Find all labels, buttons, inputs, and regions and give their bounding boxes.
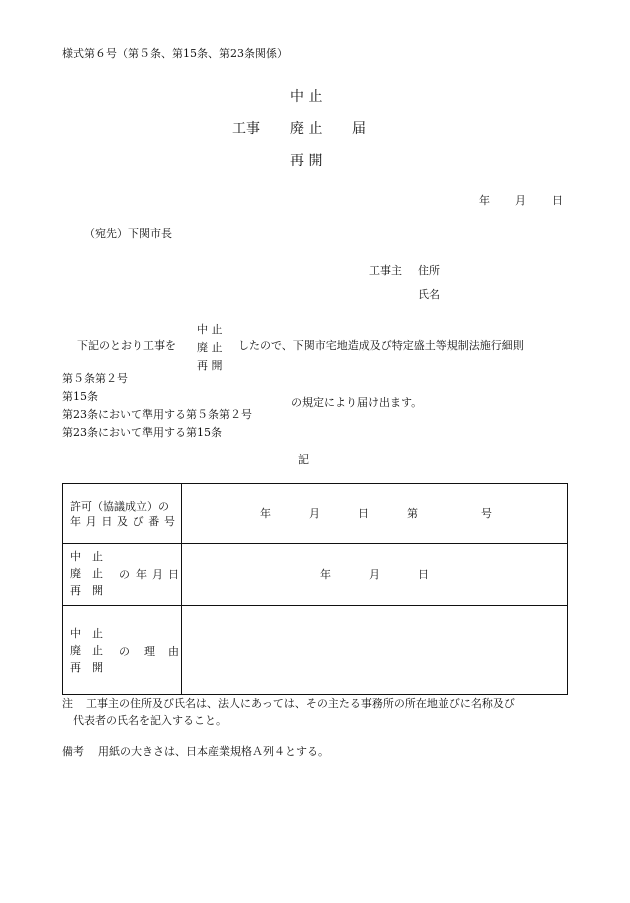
row1-month: 月	[309, 507, 320, 520]
row2-label-cell	[63, 544, 182, 606]
row3-suffix-char: の	[119, 645, 130, 658]
table-row	[63, 484, 568, 544]
row3-suffix-char: 由	[168, 645, 179, 658]
row1-label-char: 月	[85, 514, 97, 528]
row1-label-char: 号	[163, 514, 175, 528]
article-item: 第５条第２号	[62, 372, 128, 385]
row1-label-char: 年	[70, 514, 81, 528]
notification-table	[62, 483, 568, 695]
addressee: （宛先）下関市長	[84, 227, 172, 240]
article-item: 第23条において準用する第５条第２号	[62, 408, 252, 421]
title-option-resume: 再 開	[290, 153, 323, 169]
row3-value-cell[interactable]	[182, 606, 568, 695]
row2-option-stop: 中 止	[70, 550, 103, 563]
row2-month: 月	[369, 568, 380, 581]
body-option-abolish: 廃 止	[197, 341, 223, 354]
row3-label-cell	[63, 606, 182, 695]
note-text-line2: 代表者の氏名を記入すること。	[73, 714, 227, 727]
note-text-line1: 工事主の住所及び氏名は、法人にあっては、その主たる事務所の所在地並びに名称及び	[86, 697, 515, 710]
row3-reason-value	[182, 606, 567, 694]
row2-suffix-char: 日	[168, 568, 179, 581]
title-option-abolish: 廃 止	[290, 121, 323, 137]
applicant-name-label: 氏名	[418, 288, 440, 301]
remark-text: 用紙の大きさは、日本産業規格Ａ列４とする。	[98, 745, 329, 758]
row1-day: 日	[358, 507, 369, 520]
row2-suffix-char: の	[119, 568, 130, 581]
body-option-resume: 再 開	[197, 359, 223, 372]
title-suffix: 届	[352, 121, 366, 137]
remark-label: 備考	[62, 745, 84, 758]
row3-option-stop: 中 止	[70, 627, 103, 640]
row3-suffix-char: 理	[144, 645, 155, 658]
row1-label-cell	[63, 484, 182, 544]
title-prefix: 工事	[232, 121, 260, 137]
date-year-label: 年	[479, 194, 490, 207]
ki-label: 記	[298, 453, 309, 466]
body-option-stop: 中 止	[197, 323, 223, 336]
row1-value-cell[interactable]	[182, 484, 568, 544]
article-item: 第23条において準用する第15条	[62, 426, 222, 439]
form-number: 様式第６号（第５条、第15条、第23条関係）	[62, 47, 288, 60]
row2-year: 年	[320, 568, 331, 581]
table-row	[63, 606, 568, 695]
row1-year: 年	[260, 507, 271, 520]
body-ending: の規定により届け出ます。	[291, 396, 423, 409]
date-day-label: 日	[552, 194, 563, 207]
row1-label-char: 及	[116, 514, 128, 528]
body-text-after: したので、下関市宅地造成及び特定盛土等規制法施行細則	[238, 339, 524, 352]
article-item: 第15条	[62, 390, 98, 403]
body-options	[197, 321, 223, 375]
table-row	[63, 544, 568, 606]
row2-option-resume: 再 開	[70, 584, 103, 597]
row1-label-line1: 許可（協議成立）の	[70, 499, 169, 513]
row2-option-abolish: 廃 止	[70, 567, 103, 580]
row1-dai: 第	[407, 507, 418, 520]
applicant-role: 工事主	[369, 264, 402, 277]
row2-suffix-char: 月	[152, 568, 163, 581]
applicant-address-label: 住所	[418, 264, 440, 277]
row1-label-line2	[70, 514, 181, 529]
row1-label-char: び	[132, 514, 144, 528]
row2-day: 日	[418, 568, 429, 581]
title-option-stop: 中 止	[290, 89, 323, 105]
date-month-label: 月	[515, 194, 526, 207]
row2-value-cell[interactable]	[182, 544, 568, 606]
row3-option-resume: 再 開	[70, 661, 103, 674]
row2-suffix-char: 年	[136, 568, 147, 581]
row1-gou: 号	[481, 507, 492, 520]
row1-label-char: 日	[101, 514, 113, 528]
row1-label-char: 番	[148, 514, 160, 528]
body-articles	[62, 370, 252, 442]
body-lead: 下記のとおり工事を	[77, 339, 176, 352]
note-label: 注	[62, 697, 73, 710]
row3-option-abolish: 廃 止	[70, 644, 103, 657]
